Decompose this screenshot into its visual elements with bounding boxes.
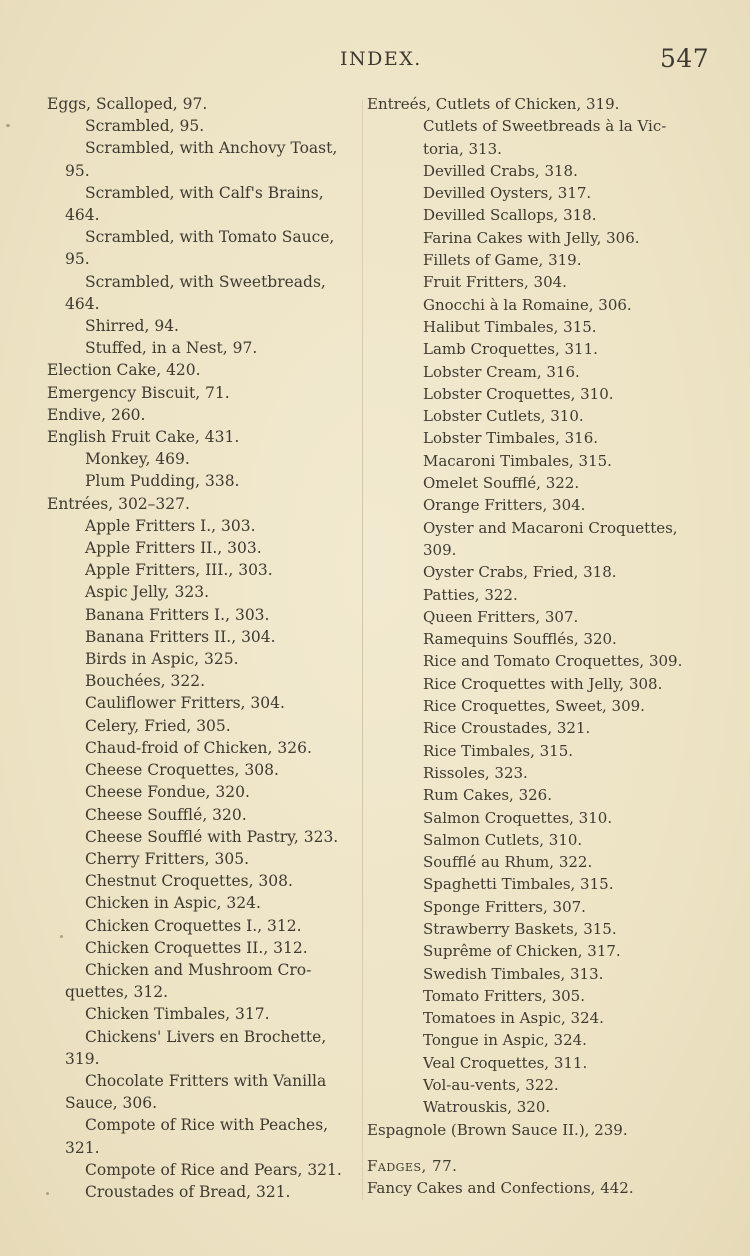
index-subentry: Rice Croquettes, Sweet, 309. bbox=[423, 697, 645, 716]
index-subentry: Cherry Fritters, 305. bbox=[85, 849, 249, 868]
index-subentry: Cauliflower Fritters, 304. bbox=[85, 694, 285, 713]
index-subentry: Oyster Crabs, Fried, 318. bbox=[423, 563, 617, 582]
index-subentry: Birds in Aspic, 325. bbox=[85, 650, 239, 669]
index-subentry: Lobster Croquettes, 310. bbox=[423, 384, 614, 403]
index-subentry: Celery, Fried, 305. bbox=[85, 716, 231, 735]
index-subentry: Suprême of Chicken, 317. bbox=[423, 942, 621, 961]
index-subentry: Chestnut Croquettes, 308. bbox=[85, 872, 293, 891]
index-subentry: 321. bbox=[65, 1138, 100, 1157]
index-subentry: Watrouskis, 320. bbox=[423, 1098, 551, 1117]
index-subentry: Tomato Fritters, 305. bbox=[423, 986, 585, 1005]
index-entry: English Fruit Cake, 431. bbox=[47, 428, 240, 447]
index-subentry: Scrambled, with Anchovy Toast, bbox=[85, 139, 338, 158]
index-column-left bbox=[47, 93, 372, 1203]
index-subentry: Orange Fritters, 304. bbox=[423, 496, 586, 515]
index-subentry: Macaroni Timbales, 315. bbox=[423, 451, 612, 470]
index-subentry: Tomatoes in Aspic, 324. bbox=[423, 1009, 604, 1028]
index-subentry: Devilled Oysters, 317. bbox=[423, 184, 592, 203]
index-subentry: Cheese Soufflé, 320. bbox=[85, 805, 247, 824]
index-subentry: Cheese Croquettes, 308. bbox=[85, 761, 279, 780]
index-subentry: Rice Croustades, 321. bbox=[423, 719, 591, 738]
index-subentry: Scrambled, with Tomato Sauce, bbox=[85, 228, 335, 247]
index-subentry: Rissoles, 323. bbox=[423, 763, 528, 782]
index-subentry: Rice Timbales, 315. bbox=[423, 741, 574, 760]
index-subentry: Swedish Timbales, 313. bbox=[423, 964, 604, 983]
index-entry: Entreés, Cutlets of Chicken, 319. bbox=[367, 95, 620, 113]
index-subentry: Fruit Fritters, 304. bbox=[423, 273, 567, 292]
index-subentry: Monkey, 469. bbox=[85, 450, 190, 469]
index-subentry: Rum Cakes, 326. bbox=[423, 786, 552, 805]
index-entry: Election Cake, 420. bbox=[47, 361, 201, 380]
index-subentry: Cheese Fondue, 320. bbox=[85, 783, 250, 802]
index-subentry: Ramequins Soufflés, 320. bbox=[423, 630, 617, 649]
index-subentry: Chicken and Mushroom Cro- bbox=[85, 960, 312, 979]
index-subentry: Chicken Timbales, 317. bbox=[85, 1005, 270, 1024]
index-subentry: Compote of Rice with Peaches, bbox=[85, 1116, 329, 1135]
index-subentry: Sponge Fritters, 307. bbox=[423, 897, 586, 916]
index-subentry: Apple Fritters I., 303. bbox=[85, 516, 256, 535]
index-subentry: 95. bbox=[65, 161, 90, 180]
index-subentry: Lobster Cutlets, 310. bbox=[423, 407, 584, 426]
index-subentry: Salmon Cutlets, 310. bbox=[423, 830, 583, 849]
index-column-right bbox=[367, 93, 702, 1200]
index-subentry: Queen Fritters, 307. bbox=[423, 607, 579, 626]
index-subentry: Cheese Soufflé with Pastry, 323. bbox=[85, 827, 339, 846]
index-subentry: Scrambled, 95. bbox=[85, 117, 205, 136]
index-subentry: Apple Fritters, III., 303. bbox=[85, 561, 273, 580]
index-subentry: Farina Cakes with Jelly, 306. bbox=[423, 228, 640, 247]
index-subentry: 464. bbox=[65, 206, 100, 225]
index-subentry: Omelet Soufflé, 322. bbox=[423, 474, 580, 493]
index-subentry: quettes, 312. bbox=[65, 983, 169, 1002]
paper-speck bbox=[60, 935, 63, 938]
index-subentry: Stuffed, in a Nest, 97. bbox=[85, 339, 258, 358]
index-subentry: Tongue in Aspic, 324. bbox=[423, 1031, 587, 1050]
index-subentry: Soufflé au Rhum, 322. bbox=[423, 853, 593, 872]
index-subentry: Spaghetti Timbales, 315. bbox=[423, 875, 614, 894]
index-subentry: Scrambled, with Sweetbreads, bbox=[85, 272, 326, 291]
index-entry: Fadges, 77. bbox=[367, 1156, 458, 1175]
index-subentry: Gnocchi à la Romaine, 306. bbox=[423, 295, 632, 314]
index-entry: Endive, 260. bbox=[47, 405, 146, 424]
index-entry: Entrées, 302–327. bbox=[47, 494, 190, 513]
index-subentry: Chicken Croquettes II., 312. bbox=[85, 938, 308, 957]
index-subentry: Veal Croquettes, 311. bbox=[423, 1053, 588, 1072]
index-subentry: Chaud-froid of Chicken, 326. bbox=[85, 738, 312, 757]
index-subentry: Devilled Crabs, 318. bbox=[423, 161, 578, 180]
index-subentry: Chocolate Fritters with Vanilla bbox=[85, 1071, 327, 1090]
index-entry: Espagnole (Brown Sauce II.), 239. bbox=[367, 1120, 628, 1139]
index-subentry: Cutlets of Sweetbreads à la Vic- bbox=[423, 117, 667, 136]
index-entry: Fancy Cakes and Confections, 442. bbox=[367, 1179, 634, 1198]
index-entry: Emergency Biscuit, 71. bbox=[47, 383, 230, 402]
index-subentry: Banana Fritters I., 303. bbox=[85, 605, 270, 624]
index-subentry: Chickens' Livers en Brochette, bbox=[85, 1027, 327, 1046]
entry-spacer bbox=[367, 1141, 702, 1155]
index-subentry: toria, 313. bbox=[423, 139, 502, 158]
index-subentry: Aspic Jelly, 323. bbox=[85, 583, 209, 602]
index-subentry: 309. bbox=[423, 540, 457, 559]
index-subentry: 95. bbox=[65, 250, 90, 269]
index-subentry: Vol-au-vents, 322. bbox=[423, 1076, 559, 1095]
index-subentry: Lobster Cream, 316. bbox=[423, 362, 580, 381]
page-number: 547 bbox=[660, 44, 710, 73]
index-subentry: Devilled Scallops, 318. bbox=[423, 206, 597, 225]
index-subentry: Lamb Croquettes, 311. bbox=[423, 340, 598, 359]
paper-speck bbox=[46, 1192, 49, 1195]
index-entry: Eggs, Scalloped, 97. bbox=[47, 95, 208, 113]
index-subentry: Rice and Tomato Croquettes, 309. bbox=[423, 652, 683, 671]
index-subentry: Compote of Rice and Pears, 321. bbox=[85, 1160, 342, 1179]
index-subentry: Banana Fritters II., 304. bbox=[85, 627, 276, 646]
page-title: INDEX. bbox=[340, 48, 422, 70]
index-subentry: Sauce, 306. bbox=[65, 1094, 158, 1113]
index-subentry: Halibut Timbales, 315. bbox=[423, 317, 597, 336]
index-subentry: 464. bbox=[65, 294, 100, 313]
index-subentry: 319. bbox=[65, 1049, 100, 1068]
paper-speck bbox=[6, 124, 10, 127]
index-subentry: Shirred, 94. bbox=[85, 317, 179, 336]
index-subentry: Plum Pudding, 338. bbox=[85, 472, 240, 491]
index-subentry: Lobster Timbales, 316. bbox=[423, 429, 599, 448]
index-subentry: Chicken Croquettes I., 312. bbox=[85, 916, 302, 935]
index-subentry: Salmon Croquettes, 310. bbox=[423, 808, 613, 827]
index-subentry: Croustades of Bread, 321. bbox=[85, 1182, 291, 1201]
index-subentry: Bouchées, 322. bbox=[85, 672, 206, 691]
index-subentry: Scrambled, with Calf's Brains, bbox=[85, 183, 324, 202]
index-subentry: Fillets of Game, 319. bbox=[423, 251, 582, 270]
index-subentry: Oyster and Macaroni Croquettes, bbox=[423, 518, 678, 537]
index-subentry: Chicken in Aspic, 324. bbox=[85, 894, 261, 913]
running-head bbox=[0, 44, 750, 78]
index-subentry: Strawberry Baskets, 315. bbox=[423, 919, 617, 938]
index-subentry: Apple Fritters II., 303. bbox=[85, 539, 262, 558]
index-subentry: Rice Croquettes with Jelly, 308. bbox=[423, 674, 663, 693]
index-subentry: Patties, 322. bbox=[423, 585, 518, 604]
